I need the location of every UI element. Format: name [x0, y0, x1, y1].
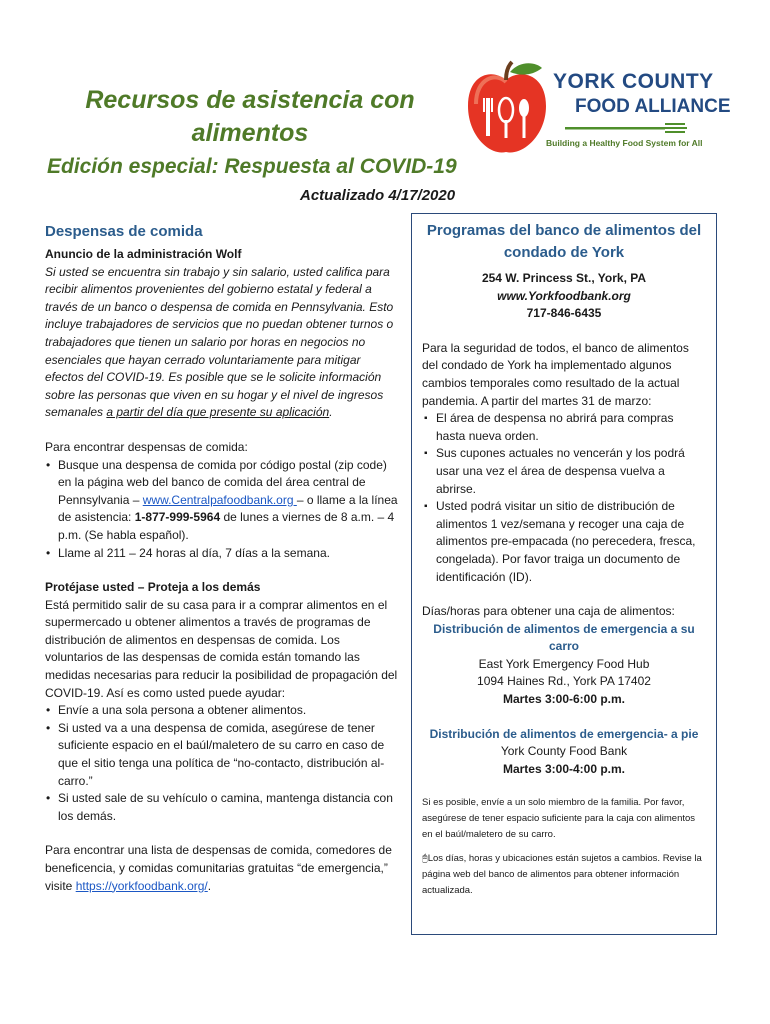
title-line-1: Recursos de asistencia con [85, 86, 415, 114]
find-intro: Para encontrar despensas de comida: [45, 439, 248, 454]
dist1-title: Distribución de alimentos de emergencia a su carro [433, 621, 695, 654]
left-column [45, 222, 400, 895]
announcement-title: Anuncio de la administración Wolf [45, 247, 242, 261]
dist2-time: Martes 3:00-4:00 p.m. [502, 761, 626, 776]
announcement-end: . [329, 405, 333, 420]
dist1-address: 1094 Haines Rd., York PA 17402 [477, 674, 651, 689]
box-bullet-2: ▪ Sus cupones actuales no vencerán y los podrá usar una vez el área de despensa vuelva a abrirse. [436, 445, 706, 498]
box-website: www.Yorkfoodbank.org [497, 288, 631, 303]
protect-list [45, 702, 400, 825]
page-subtitle: Edición especial: Respuesta al COVID-19 [47, 155, 457, 178]
logo-line-1: YORK COUNTY [553, 70, 714, 93]
food-bank-box [411, 213, 717, 935]
fork-icon [565, 122, 695, 134]
logo-tagline: Building a Healthy Food System for All [546, 138, 703, 148]
announcement-text [45, 264, 400, 422]
protect-bullet-1: • Envíe a una sola persona a obtener alimentos. [58, 702, 400, 720]
helpline-phone: 1-877-999-5964 [134, 510, 221, 525]
box-intro: Para la seguridad de todos, el banco de alimentos del condado de York ha implementado algunos cambios temporales como resultado de la actual pandemia. A partir del martes 31 de marzo: [422, 340, 689, 408]
page-title [60, 84, 440, 150]
protect-bullet-2: • Si usted va a una despensa de comida, asegúrese de tener suficiente espacio en el baúl/maletero de su carro en caso de que el sitio tenga una política de “no-contacto, distribución al-carro.” [58, 720, 400, 790]
pantries-heading: Despensas de comida [45, 223, 203, 240]
box-note-2-text: Los días, horas y ubicaciones están sujetos a cambios. Revise la página web del banco de alimentos para obtener información actualizada. [422, 853, 702, 897]
centralpafoodbank-link[interactable]: www.Centralpafoodbank.org [142, 492, 297, 507]
announcement-body: Si usted se encuentra sin trabajo y sin salario, usted califica para recibir alimentos provenientes del gobierno estatal y federal a través de un banco o despensa de comida en Pennsylvania. Esto incluye trabajadores de servicios que no puedan obtener turnos o trabajadores que tienen un salario por horas en negocios no esenciales que hayan cerrado voluntariamente para mitigar efectos del COVID-19. Es posible que se le solicite información sobre las personas que viven en su hogar y el nivel de ingresos semanales [45, 264, 394, 420]
find-list [45, 457, 400, 563]
updated-date: Actualizado 4/17/2020 [300, 187, 456, 204]
logo-line-2: FOOD ALLIANCE [575, 96, 731, 117]
pointer-icon: 🖰 [422, 853, 428, 865]
dist2-place: York County Food Bank [500, 744, 628, 759]
announcement-underline: a partir del día que presente su aplicación [106, 405, 330, 420]
protect-title: Protéjase usted – Proteja a los demás [45, 580, 261, 595]
box-heading: Programas del banco de alimentos del condado de York [426, 222, 702, 261]
yorkfoodbank-link[interactable]: https://yorkfoodbank.org/ [75, 878, 208, 893]
find-bullet-1 [58, 457, 400, 545]
dist1-time: Martes 3:00-6:00 p.m. [502, 692, 626, 707]
list-text [45, 842, 400, 895]
protect-bullet-3: • Si usted sale de su vehículo o camina, mantenga distancia con los demás. [58, 790, 400, 825]
find-b1-mid: – o llame a la línea de asistencia: [58, 492, 398, 525]
find-bullet-2: • Llame al 211 – 24 horas al día, 7 días a la semana. [58, 545, 400, 563]
list-text-end: . [207, 878, 212, 893]
box-phone: 717-846-6435 [526, 306, 602, 321]
title-line-2: alimentos [191, 119, 309, 147]
box-note-2 [422, 851, 706, 899]
apple-logo-icon [462, 58, 554, 158]
box-bullet-3: ▪ Usted podrá visitar un sitio de distribución de alimentos 1 vez/semana y recoger una caja de alimentos pre-empacada (no perecedera, fresca, congelada). Por favor traiga un documento de identificación (ID). [436, 498, 706, 586]
days-intro: Días/horas para obtener una caja de alimentos: [422, 604, 675, 619]
dist1-place: East York Emergency Food Hub [478, 656, 650, 671]
find-b1-post: de lunes a viernes de 8 a.m. – 4 p.m. (Se habla español). [58, 510, 395, 542]
list-text-body: Para encontrar una lista de despensas de comida, comedores de beneficencia, y comidas comunitarias gratuitas “de emergencia,” visite [45, 843, 392, 893]
protect-text: Está permitido salir de su casa para ir a comprar alimentos en el supermercado u obtener alimentos a través de programas de distribución de alimentos en despensas de comida. Los voluntarios de las despensas de comida están tomando las medidas necesarias para reducir la posibilidad de propagación del COVID-19. Así es como usted puede ayudar: [45, 597, 398, 700]
box-bullet-1: ▪ El área de despensa no abrirá para compras hasta nueva orden. [436, 410, 706, 445]
box-address: 254 W. Princess St., York, PA [481, 271, 647, 285]
find-b1-pre: Busque una despensa de comida por código postal (zip code) en la página web del banco de comida del área central de Pennsylvania – [58, 457, 387, 507]
box-changes-list [422, 410, 706, 586]
dist2-title: Distribución de alimentos de emergencia- a pie [429, 726, 699, 741]
box-note-1: Si es posible, envíe a un solo miembro de la familia. Por favor, asegúrese de tener espacio suficiente para la caja con alimentos en el baúl/maletero de su carro. [422, 797, 696, 841]
